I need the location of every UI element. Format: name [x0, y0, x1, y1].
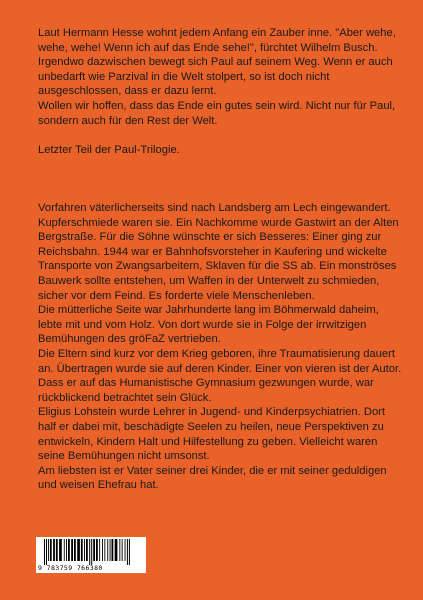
barcode-bar [68, 539, 70, 561]
barcode-bar [48, 539, 49, 561]
barcode-bar [46, 539, 47, 565]
trilogy-note: Letzter Teil der Paul-Trilogie. [38, 143, 180, 156]
isbn-digits: 9 783759 766380 [38, 564, 103, 572]
barcode-bar [50, 539, 52, 561]
teaser-paragraph-2: Irgendwo dazwischen bewegt sich Paul auf seinem Weg. Wenn er auch unbedarft wie Parzival in die Welt stolpert, so ist doch nicht ausgeschlossen, dass er dazu lernt. [38, 56, 393, 98]
bio-paragraph-2: Die mütterliche Seite war Jahrhunderte lang im Böhmerwald daheim, lebte mit und vom Holz. Von dort wurde sie in Folge der irrwitzigen Bemühungen des gröFaZ vertrieben. [38, 304, 379, 346]
barcode-bar [104, 539, 105, 561]
bio-paragraph-5: Eligius Lohstein wurde Lehrer in Jugend- und Kinderpsychiatrien. Dort half er dabei mit, beschädigte Seelen zu heilen, neue Perspektiven zu entwickeln, Kindern Halt und Hilfestellung zu geben. Vielleicht waren seine Bemühungen nicht umsonst. [38, 406, 386, 463]
barcode-bar [64, 539, 65, 561]
barcode-bar [74, 539, 76, 561]
barcode-bar [56, 539, 58, 561]
barcode-bar [119, 539, 120, 561]
barcode-bar [77, 539, 80, 561]
barcode-bar [115, 539, 118, 561]
barcode-bar [127, 539, 128, 565]
barcode-bar [71, 539, 73, 561]
barcode-bar [110, 539, 111, 561]
bio-paragraph-6: Am liebsten ist er Vater seiner drei Kinder, die er mit seiner geduldigen und weisen Ehefrau hat. [38, 464, 387, 492]
teaser-paragraph-1: Laut Hermann Hesse wohnt jedem Anfang ein Zauber inne. "Aber wehe, wehe, wehe! Wenn ich auf das Ende sehe!", fürchtet Wilhelm Busch. [38, 27, 396, 54]
barcode-bar [93, 539, 95, 561]
barcode-bar [96, 539, 98, 561]
barcode-bars-icon [36, 537, 146, 565]
teaser-paragraph-3: Wollen wir hoffen, dass das Ende ein gutes sein wird. Nicht nur für Paul, sondern auch für den Rest der Welt. [38, 99, 396, 127]
barcode-bar [81, 539, 83, 561]
barcode-bar [86, 539, 88, 561]
barcode-bar [59, 539, 62, 561]
barcode-bar [122, 539, 123, 561]
barcode-bar [99, 539, 100, 561]
author-biography [38, 201, 403, 493]
bio-paragraph-4: Dass er auf das Humanistische Gymnasium gezwungen wurde, war rückblickend betrachtet sein Glück. [38, 377, 374, 404]
barcode-bar [102, 539, 103, 561]
barcode-bar [44, 539, 45, 565]
barcode-bar [66, 539, 67, 561]
barcode-bar [125, 539, 126, 561]
barcode-bar [84, 539, 85, 561]
barcode-bar [129, 539, 130, 565]
teaser-text [38, 26, 403, 157]
bio-paragraph-3: Die Eltern sind kurz vor dem Krieg geboren, ihre Traumatisierung dauert an. Übertragen wurde sie auf deren Kinder. Einer von vieren ist der Autor. [38, 347, 402, 375]
barcode-bar [89, 539, 90, 565]
barcode-bar [53, 539, 55, 561]
barcode-bar [91, 539, 92, 565]
barcode-bar [107, 539, 108, 561]
barcode-bar [112, 539, 114, 561]
bio-paragraph-1: Vorfahren väterlicherseits sind nach Landsberg am Lech eingewandert. Kupferschmiede waren sie. Ein Nachkomme wurde Gastwirt an der Alten Bergstraße. Für die Söhne wünschte er sich Besseres: Einer ging zur Reichsbahn. 1944 war er Bahnhofsvorsteher in Kaufering und wickelte Transporte von Zwangsarbeitern, Sklaven für die SS ab. Ein monströses Bauwerk sollte entstehen, um Waffen in der Unterwelt zu schmieden, sicher vor dem Feind. Es forderte viele Menschenleben. [38, 202, 399, 302]
isbn-barcode [36, 537, 146, 573]
